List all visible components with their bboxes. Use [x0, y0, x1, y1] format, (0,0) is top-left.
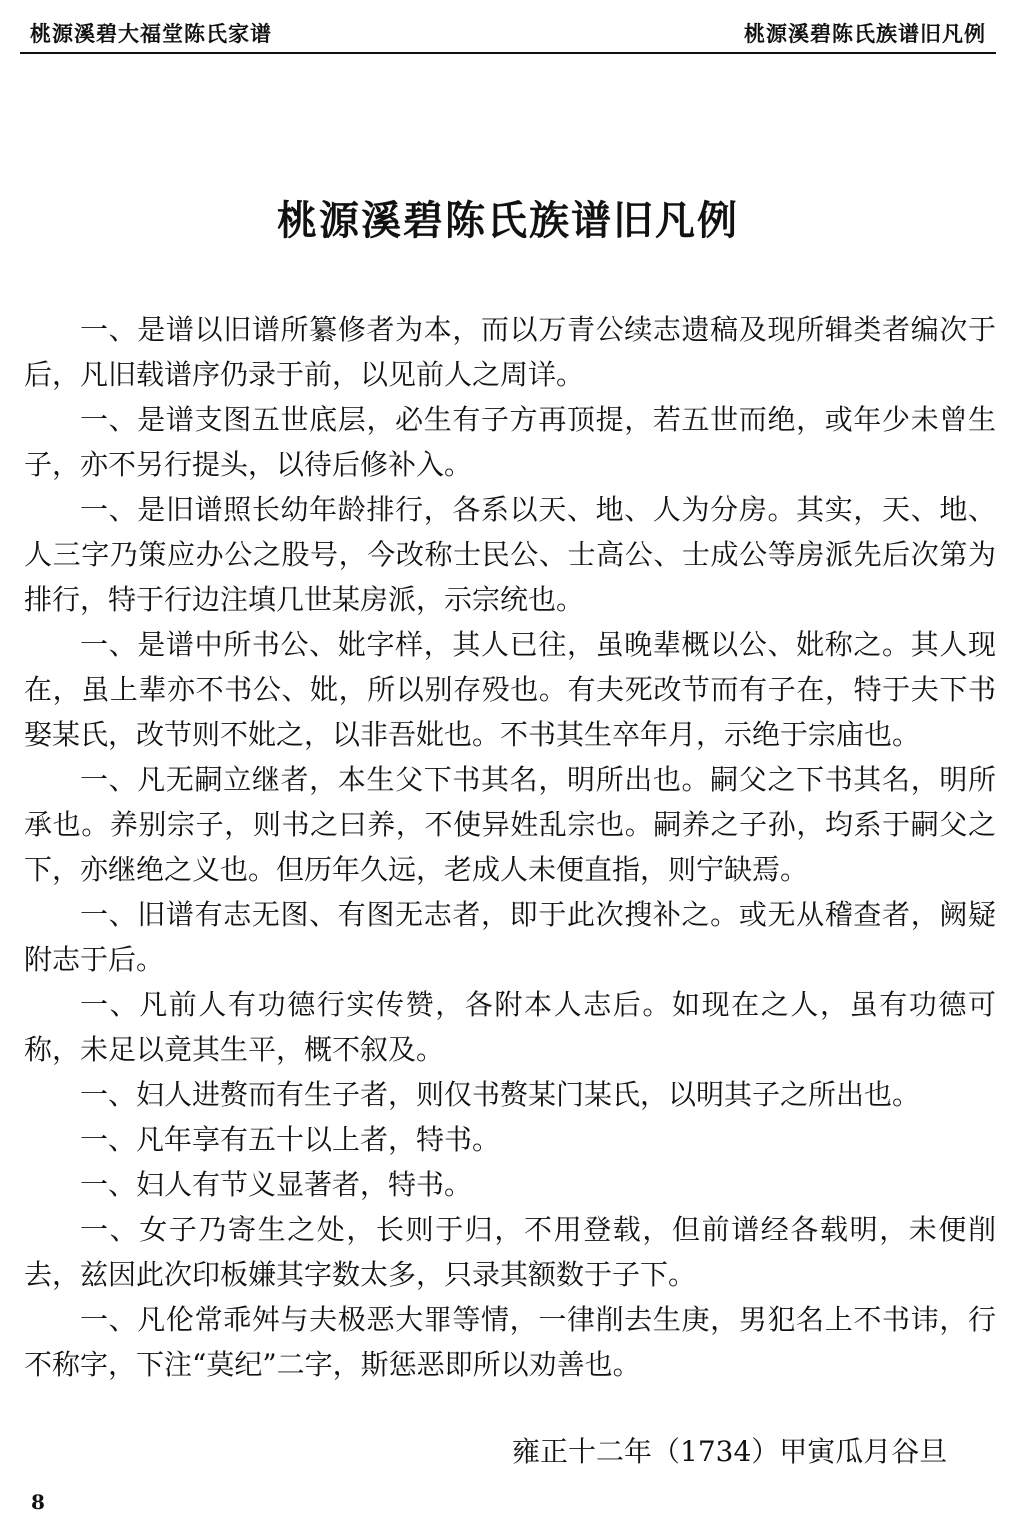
page-title: 桃源溪碧陈氏族谱旧凡例 — [277, 196, 739, 244]
paragraph: 一、是旧谱照长幼年龄排行，各系以天、地、人为分房。其实，天、地、人三字乃策应办公之股号，今改称士民公、士高公、士成公等房派先后次第为排行，特于行边注填几世某房派，示宗统也。 — [24, 493, 996, 616]
paragraph: 一、凡伦常乖舛与夫极恶大罪等情，一律削去生庚，男犯名上不书讳，行不称字，下注“莫纪”二字，斯惩恶即所以劝善也。 — [24, 1303, 996, 1381]
paragraph: 一、是谱中所书公、妣字样，其人已往，虽晚辈概以公、妣称之。其人现在，虽上辈亦不书公、妣，所以别存殁也。有夫死改节而有子在，特于夫下书娶某氏，改节则不妣之，以非吾妣也。不书其生卒年月，示绝于宗庙也。 — [24, 628, 996, 751]
body-text — [24, 307, 996, 1387]
paragraph: 一、旧谱有志无图、有图无志者，即于此次搜补之。或无从稽查者，阙疑附志于后。 — [24, 898, 996, 976]
header-divider — [20, 52, 996, 54]
paragraph: 一、妇人进赘而有生子者，则仅书赘某门某氏，以明其子之所出也。 — [80, 1078, 921, 1111]
page-number: 8 — [31, 1490, 45, 1514]
paragraph: 一、凡前人有功德行实传赞，各附本人志后。如现在之人，虽有功德可称，未足以竟其生平，概不叙及。 — [24, 988, 996, 1066]
header-book-title: 桃源溪碧大福堂陈氏家谱 — [30, 21, 272, 46]
date-line: 雍正十二年（1734）甲寅瓜月谷旦 — [512, 1435, 948, 1468]
paragraph: 一、是谱以旧谱所纂修者为本，而以万青公续志遗稿及现所辑类者编次于后，凡旧载谱序仍录于前，以见前人之周详。 — [24, 313, 996, 391]
paragraph: 一、妇人有节义显著者，特书。 — [80, 1168, 473, 1201]
running-header — [20, 14, 996, 48]
paragraph: 一、凡无嗣立继者，本生父下书其名，明所出也。嗣父之下书其名，明所承也。养别宗子，则书之曰养，不使异姓乱宗也。嗣养之子孙，均系于嗣父之下，亦继绝之义也。但历年久远，老成人未便直指，则宁缺焉。 — [24, 763, 996, 886]
paragraph: 一、是谱支图五世底层，必生有子方再顶提，若五世而绝，或年少未曾生子，亦不另行提头，以待后修补入。 — [24, 403, 996, 481]
paragraph: 一、凡年享有五十以上者，特书。 — [80, 1123, 501, 1156]
paragraph: 一、女子乃寄生之处，长则于归，不用登载，但前谱经各载明，未便削去，兹因此次印板嫌其字数太多，只录其额数于子下。 — [24, 1213, 996, 1291]
header-section-title: 桃源溪碧陈氏族谱旧凡例 — [744, 21, 986, 46]
